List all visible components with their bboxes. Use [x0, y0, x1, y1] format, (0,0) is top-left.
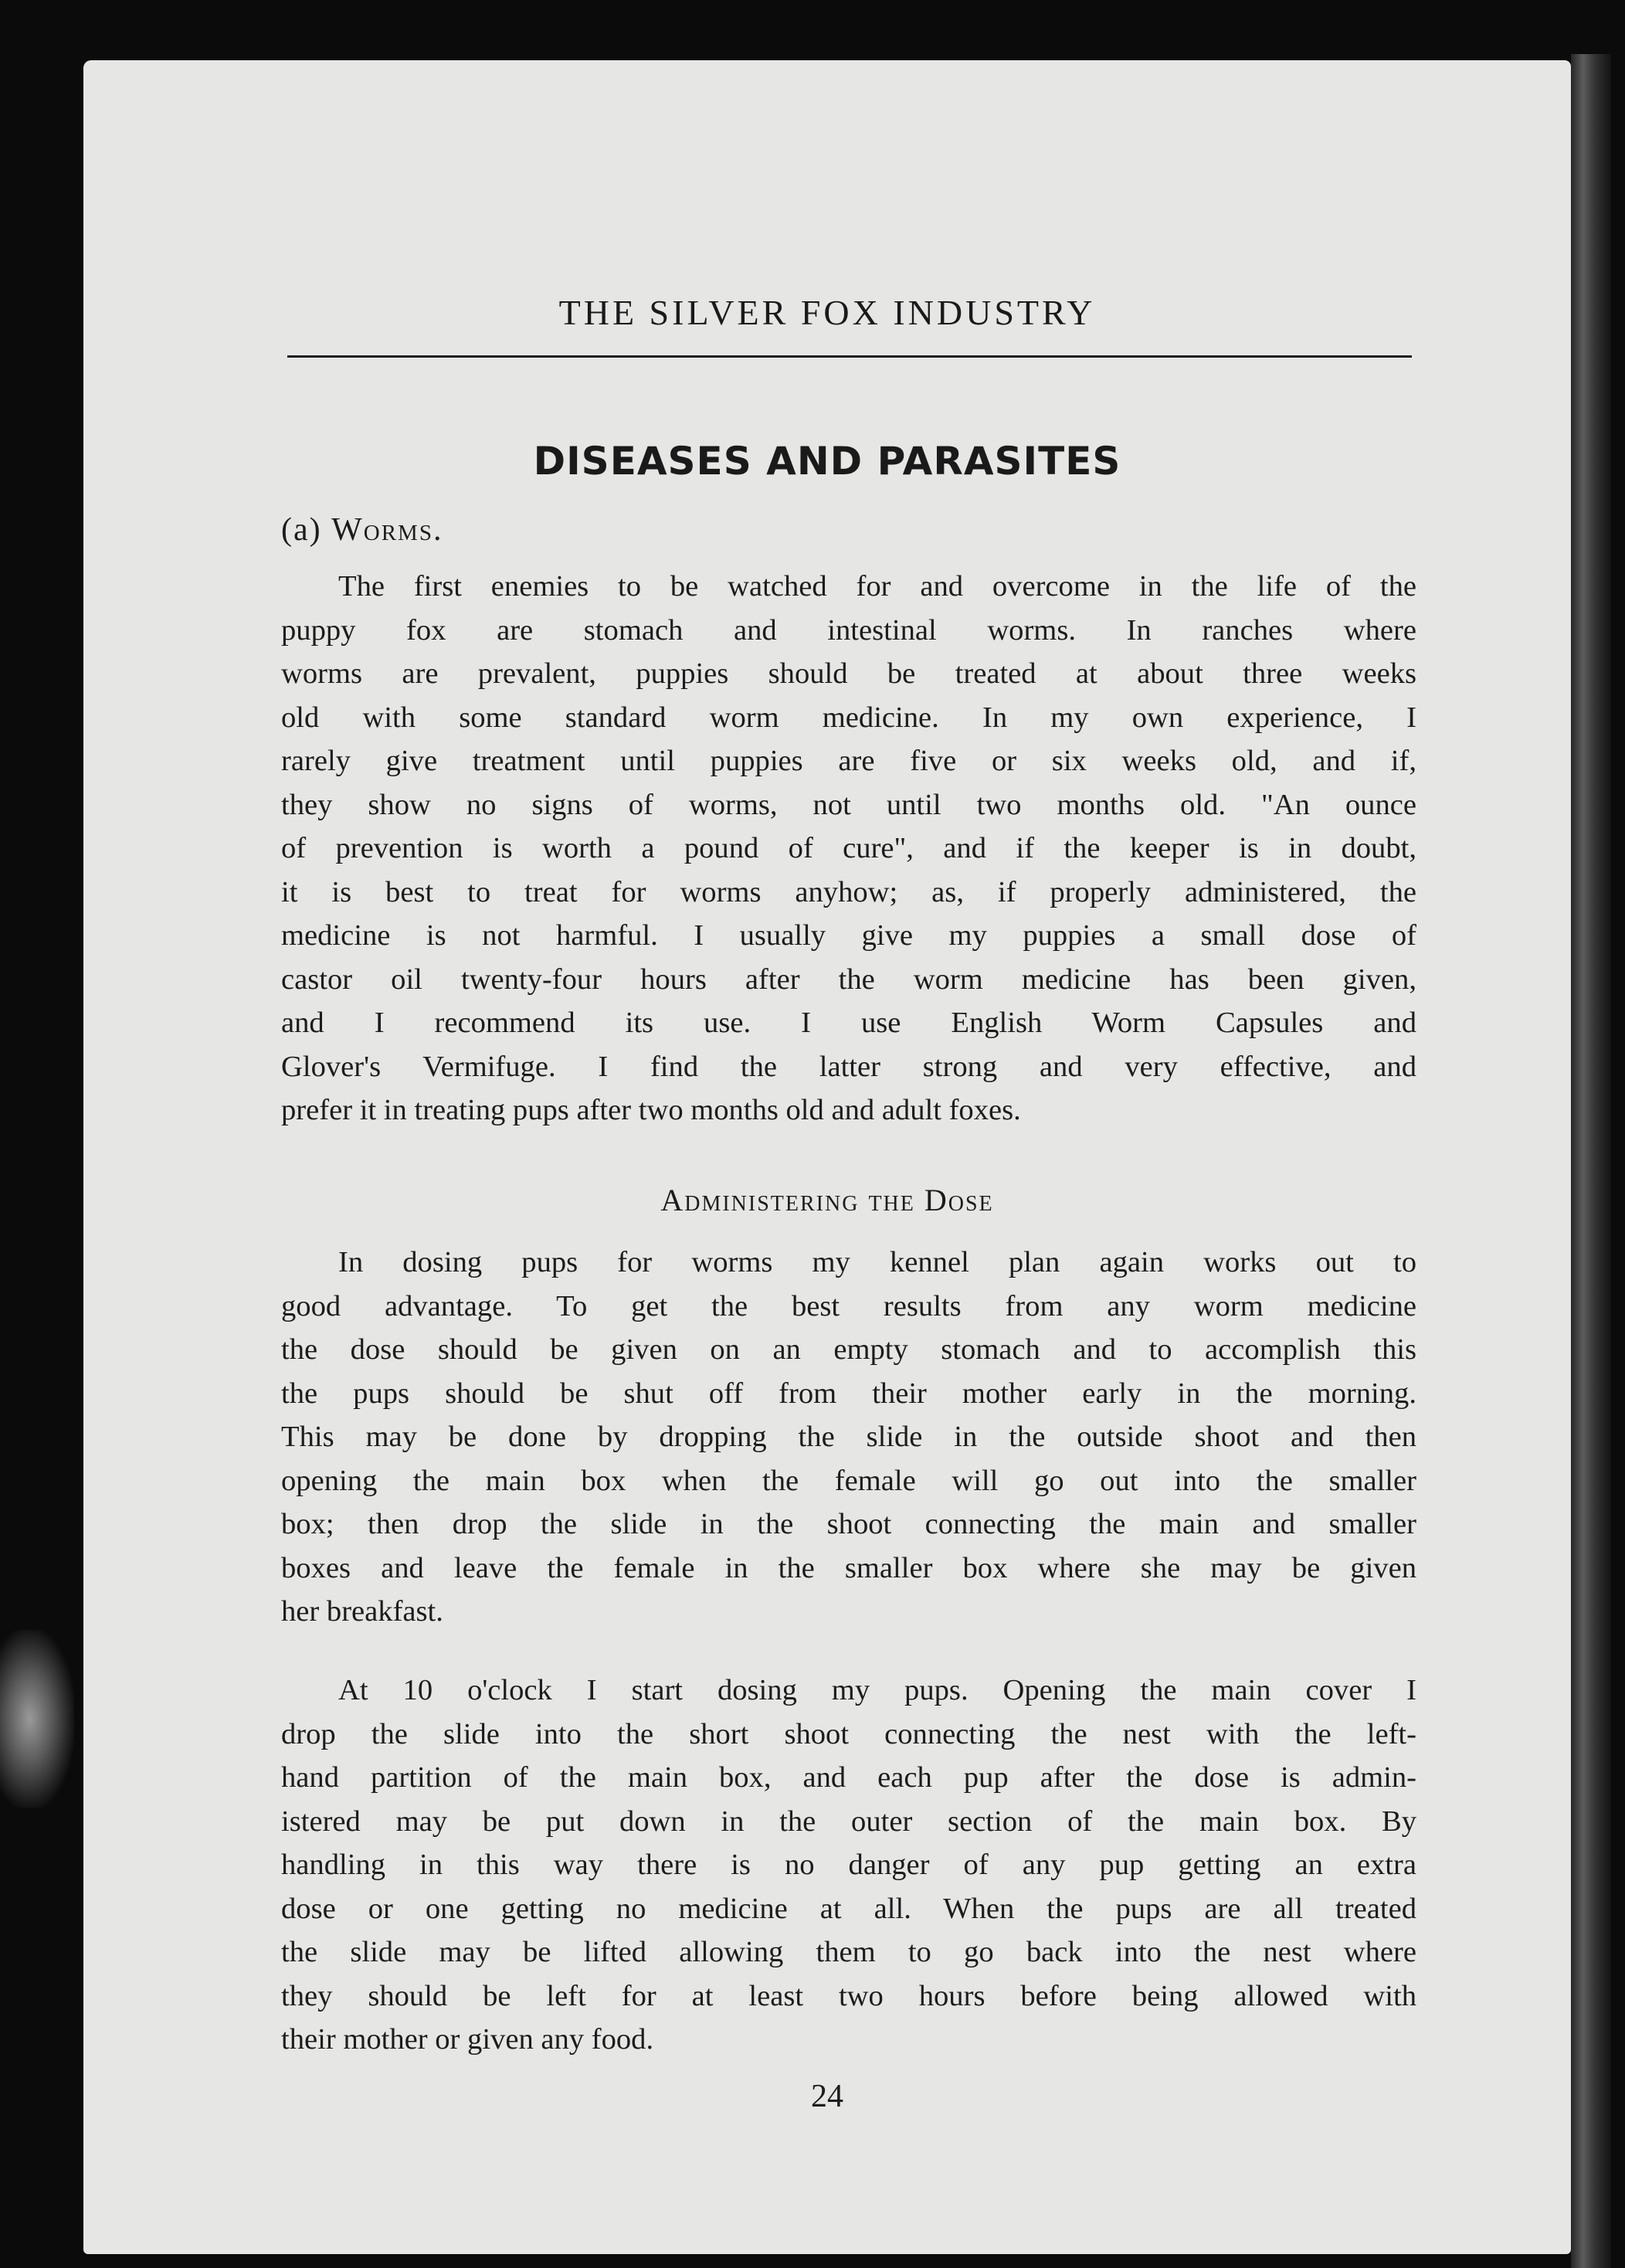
paragraph-line: their mother or given any food. [281, 2023, 654, 2056]
paragraph-line: they should be left for at least two hours before being allowed with [281, 1979, 1416, 2012]
paragraph-line: good advantage. To get the best results from any worm medicine [281, 1289, 1416, 1322]
section-title: DISEASES AND PARASITES [533, 439, 1121, 484]
scan-blemish [0, 1630, 74, 1808]
paragraph-line: At 10 o'clock I start dosing my pups. Opening the main cover I [338, 1674, 1416, 1706]
header-rule [287, 355, 1412, 358]
paragraph-line: the pups should be shut off from their mother early in the morning. [281, 1377, 1416, 1410]
subsection-heading-worms [281, 511, 443, 548]
paragraph-line: castor oil twenty-four hours after the worm medicine has been given, [281, 963, 1416, 996]
paragraph-line: prefer it in treating pups after two months old and adult foxes. [281, 1094, 1021, 1126]
paragraph-line: istered may be put down in the outer section of the main box. By [281, 1805, 1416, 1838]
paragraph-line: opening the main box when the female will go out into the smaller [281, 1464, 1416, 1497]
paragraph-line: boxes and leave the female in the smaller box where she may be given [281, 1551, 1416, 1584]
paragraph-line: they show no signs of worms, not until two months old. "An ounce [281, 788, 1416, 821]
paragraph-line: handling in this way there is no danger of any pup getting an extra [281, 1849, 1416, 1881]
subhead-text: Worms. [331, 512, 443, 548]
subhead-label: (a) [281, 512, 322, 548]
paragraph-line: and I recommend its use. I use English Worm Capsules and [281, 1007, 1416, 1039]
paragraph-line: her breakfast. [281, 1595, 443, 1628]
paragraph-line: medicine is not harmful. I usually give my puppies a small dose of [281, 919, 1416, 952]
paragraph-dosing [281, 1241, 1416, 1634]
running-title: THE SILVER FOX INDUSTRY [558, 293, 1096, 332]
subsection-heading-dose: Administering the Dose [660, 1183, 994, 1217]
paragraph-line: box; then drop the slide in the shoot connecting the main and smaller [281, 1508, 1416, 1540]
paragraph-procedure [281, 1669, 1416, 2062]
paragraph-worms [281, 565, 1416, 1132]
paragraph-line: This may be done by dropping the slide in the outside shoot and then [281, 1421, 1416, 1453]
book-page [83, 60, 1571, 2254]
paragraph-line: worms are prevalent, puppies should be treated at about three weeks [281, 657, 1416, 690]
paragraph-line: it is best to treat for worms anyhow; as, if properly administered, the [281, 875, 1416, 908]
paragraph-line: The first enemies to be watched for and overcome in the life of the [338, 570, 1416, 603]
paragraph-line: old with some standard worm medicine. In my own experience, I [281, 701, 1416, 734]
paragraph-line: the slide may be lifted allowing them to go back into the nest where [281, 1936, 1416, 1968]
paragraph-line: the dose should be given on an empty stomach and to accomplish this [281, 1333, 1416, 1366]
paragraph-line: hand partition of the main box, and each pup after the dose is admin- [281, 1761, 1416, 1794]
paragraph-line: of prevention is worth a pound of cure", and if the keeper is in doubt, [281, 832, 1416, 864]
book-binding [1571, 54, 1611, 2268]
paragraph-line: In dosing pups for worms my kennel plan again works out to [338, 1246, 1416, 1278]
paragraph-line: puppy fox are stomach and intestinal worms. In ranches where [281, 613, 1416, 647]
page-number: 24 [811, 2079, 843, 2114]
paragraph-line: Glover's Vermifuge. I find the latter strong and very effective, and [281, 1050, 1416, 1083]
paragraph-line: dose or one getting no medicine at all. When the pups are all treated [281, 1892, 1416, 1925]
paragraph-line: rarely give treatment until puppies are five or six weeks old, and if, [281, 745, 1416, 777]
paragraph-line: drop the slide into the short shoot connecting the nest with the left- [281, 1717, 1416, 1750]
